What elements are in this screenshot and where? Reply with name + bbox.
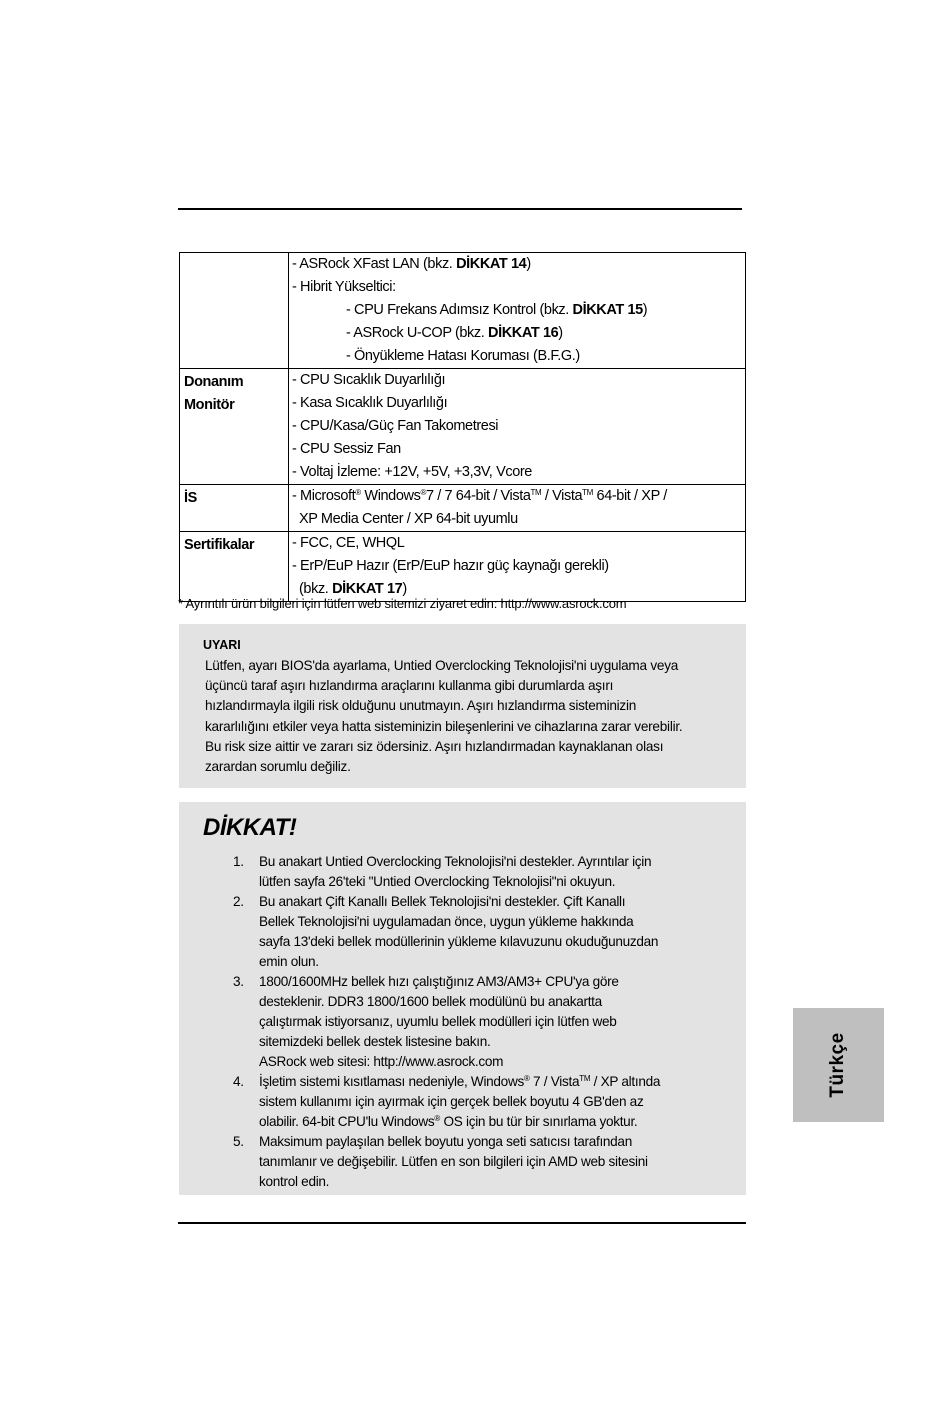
note-line bbox=[259, 852, 739, 872]
text-run: ) bbox=[526, 256, 531, 272]
note-number: 3. bbox=[233, 974, 244, 989]
spec-table bbox=[179, 252, 746, 602]
spec-line bbox=[292, 555, 745, 578]
spec-line bbox=[292, 392, 745, 415]
text-run: Maksimum paylaşılan bellek boyutu yonga seti satıcısı tarafından bbox=[259, 1134, 632, 1149]
note-item bbox=[179, 892, 739, 972]
note-number: 5. bbox=[233, 1134, 244, 1149]
text-run: - CPU Frekans Adımsız Kontrol (bkz. bbox=[346, 302, 573, 318]
bottom-divider bbox=[178, 1222, 746, 1224]
note-line bbox=[259, 1132, 739, 1152]
superscript-mark: ® bbox=[355, 488, 361, 497]
text-run: OS için bu tür bir sınırlama yoktur. bbox=[439, 1114, 638, 1129]
note-line bbox=[259, 992, 739, 1012]
spec-label: Monitör bbox=[184, 397, 235, 413]
text-run: ) bbox=[402, 581, 407, 597]
warning-line: kararlılığını etkiler veya hatta sisteminizin bileşenlerini ve cihazlarına zarar verebilir. bbox=[205, 718, 683, 734]
text-run: XP Media Center / XP 64-bit uyumlu bbox=[299, 511, 518, 527]
text-run: - Önyükleme Hatası Koruması (B.F.G.) bbox=[346, 348, 580, 364]
note-line bbox=[259, 932, 739, 952]
text-run: kontrol edin. bbox=[259, 1174, 330, 1189]
superscript-mark: ® bbox=[434, 1114, 440, 1123]
notes-title: DİKKAT! bbox=[203, 814, 297, 841]
note-line bbox=[259, 952, 739, 972]
text-run: sayfa 13'deki bellek modüllerinin yükleme kılavuzunu okuduğunuzdan bbox=[259, 934, 659, 949]
text-run: ASRock web sitesi: http://www.asrock.com bbox=[259, 1054, 504, 1069]
language-tab bbox=[793, 1008, 884, 1122]
spec-label: Sertifikalar bbox=[184, 537, 255, 553]
warning-title: UYARI bbox=[203, 638, 241, 652]
superscript-mark: TM bbox=[582, 488, 593, 497]
language-tab-label: Türkçe bbox=[827, 1032, 848, 1098]
warning-line: üçüncü taraf aşırı hızlandırma araçlarını kullanma gibi durumlarda aşırı bbox=[205, 678, 614, 694]
note-line bbox=[259, 1152, 739, 1172]
spec-label-cell bbox=[180, 369, 289, 485]
superscript-mark: ® bbox=[523, 1074, 530, 1083]
warning-body bbox=[205, 656, 735, 777]
text-run: desteklenir. DDR3 1800/1600 bellek modülünü bu anakartta bbox=[259, 994, 602, 1009]
note-item bbox=[179, 1072, 739, 1132]
note-number: 4. bbox=[233, 1074, 244, 1089]
spec-line bbox=[292, 485, 745, 508]
note-reference: DİKKAT 17 bbox=[332, 581, 403, 597]
spec-content-cell bbox=[289, 485, 746, 532]
text-run: 64-bit / XP / bbox=[592, 488, 667, 504]
text-run: Bu anakart Untied Overclocking Teknolojisi'ni destekler. Ayrıntılar için bbox=[259, 854, 652, 869]
spec-line bbox=[292, 276, 745, 299]
note-reference: DİKKAT 15 bbox=[572, 302, 643, 318]
note-line bbox=[259, 1112, 739, 1132]
spec-line bbox=[292, 461, 745, 484]
spec-line bbox=[292, 369, 745, 392]
text-run: çalıştırmak istiyorsanız, uyumlu bellek modülleri için lütfen web bbox=[259, 1014, 617, 1029]
text-run: sitemizdeki bellek destek listesine bakın. bbox=[259, 1034, 491, 1049]
note-item bbox=[179, 852, 739, 892]
warning-line: Lütfen, ayarı BIOS'da ayarlama, Untied Overclocking Teknolojisi'ni uygulama veya bbox=[205, 658, 679, 673]
text-run: - ErP/EuP Hazır (ErP/EuP hazır güç kaynağı gerekli) bbox=[292, 558, 609, 574]
spec-label: İS bbox=[184, 490, 197, 506]
text-run: / Vista bbox=[541, 488, 583, 504]
text-run: 7 / Vista bbox=[529, 1074, 580, 1089]
note-line bbox=[259, 1032, 739, 1052]
warning-line: Bu risk size aittir ve zararı siz ödersiniz. Aşırı hızlandırmadan kaynaklanan olası bbox=[205, 738, 664, 754]
note-number: 2. bbox=[233, 894, 244, 909]
spec-line bbox=[292, 345, 745, 368]
text-run: - CPU/Kasa/Güç Fan Takometresi bbox=[292, 418, 499, 434]
text-run: - CPU Sıcaklık Duyarlılığı bbox=[292, 372, 446, 388]
warning-line: hızlandırmayla ilgili risk olduğunu unutmayın. Aşırı hızlandırma sisteminizin bbox=[205, 698, 637, 714]
text-run: 1800/1600MHz bellek hızı çalıştığınız AM3/AM3+ CPU'ya göre bbox=[259, 974, 619, 989]
note-line bbox=[259, 1092, 739, 1112]
spec-content-cell bbox=[289, 369, 746, 485]
spec-row bbox=[180, 532, 746, 602]
spec-content-cell bbox=[289, 532, 746, 602]
text-run: emin olun. bbox=[259, 954, 319, 969]
text-run: olabilir. 64-bit CPU'lu Windows bbox=[259, 1114, 435, 1129]
notes-list bbox=[179, 852, 739, 1192]
text-run: İşletim sistemi kısıtlaması nedeniyle, Windows bbox=[259, 1074, 524, 1089]
text-run: (bkz. bbox=[299, 581, 333, 597]
spec-row bbox=[180, 485, 746, 532]
note-line bbox=[259, 912, 739, 932]
note-line bbox=[259, 1172, 739, 1192]
note-line bbox=[259, 892, 739, 912]
text-run: lütfen sayfa 26'teki "Untied Overclocking Teknolojisi"ni okuyun. bbox=[259, 874, 616, 889]
note-reference: DİKKAT 16 bbox=[488, 325, 559, 341]
spec-content-cell bbox=[289, 253, 746, 369]
text-run: - Kasa Sıcaklık Duyarlılığı bbox=[292, 395, 448, 411]
spec-label-cell bbox=[180, 532, 289, 602]
spec-line bbox=[292, 253, 745, 276]
text-run: tanımlanır ve değişebilir. Lütfen en son bilgileri için AMD web sitesini bbox=[259, 1154, 648, 1169]
spec-label: Donanım bbox=[184, 374, 244, 390]
text-run: ) bbox=[558, 325, 563, 341]
spec-row bbox=[180, 253, 746, 369]
text-run: - ASRock U-COP (bkz. bbox=[346, 325, 489, 341]
note-item bbox=[179, 1132, 739, 1192]
spec-line bbox=[292, 415, 745, 438]
spec-line bbox=[292, 322, 745, 345]
note-line bbox=[259, 872, 739, 892]
superscript-mark: TM bbox=[579, 1074, 591, 1083]
text-run: - FCC, CE, WHQL bbox=[292, 535, 405, 551]
spec-line bbox=[292, 508, 745, 531]
text-run: - Voltaj İzleme: +12V, +5V, +3,3V, Vcore bbox=[292, 464, 532, 480]
text-run: - Microsoft bbox=[292, 488, 356, 504]
note-line bbox=[259, 1012, 739, 1032]
note-line bbox=[259, 972, 739, 992]
text-run: Bu anakart Çift Kanallı Bellek Teknolojisi'ni destekler. Çift Kanallı bbox=[259, 894, 626, 909]
top-divider bbox=[178, 208, 742, 210]
text-run: Bellek Teknolojisi'ni uygulamadan önce, uygun yükleme hakkında bbox=[259, 914, 634, 929]
superscript-mark: ® bbox=[420, 488, 426, 497]
spec-line bbox=[292, 299, 745, 322]
spec-label-cell bbox=[180, 485, 289, 532]
spec-row bbox=[180, 369, 746, 485]
note-reference: DİKKAT 14 bbox=[456, 256, 527, 272]
text-run: - ASRock XFast LAN (bkz. bbox=[292, 256, 457, 272]
spec-line bbox=[292, 438, 745, 461]
text-run: - Hibrit Yükseltici: bbox=[292, 279, 396, 295]
text-run: sistem kullanımı için ayırmak için gerçek bellek boyutu 4 GB'den az bbox=[259, 1094, 644, 1109]
text-run: Windows bbox=[360, 488, 421, 504]
superscript-mark: TM bbox=[530, 488, 542, 497]
note-item bbox=[179, 972, 739, 1072]
warning-box bbox=[179, 624, 746, 788]
spec-line bbox=[292, 532, 745, 555]
footnote: * Ayrıntılı ürün bilgileri için lütfen web sitemizi ziyaret edin: http://www.asrock.com bbox=[178, 596, 627, 611]
note-line bbox=[259, 1072, 739, 1092]
text-run: / XP altında bbox=[590, 1074, 661, 1089]
warning-line: zarardan sorumlu değiliz. bbox=[205, 759, 351, 775]
note-number: 1. bbox=[233, 854, 244, 869]
text-run: - CPU Sessiz Fan bbox=[292, 441, 401, 457]
text-run: 7 / 7 64-bit / Vista bbox=[425, 488, 531, 504]
spec-label-cell bbox=[180, 253, 289, 369]
notes-box bbox=[179, 802, 746, 1195]
text-run: ) bbox=[642, 302, 648, 318]
note-line bbox=[259, 1052, 739, 1072]
